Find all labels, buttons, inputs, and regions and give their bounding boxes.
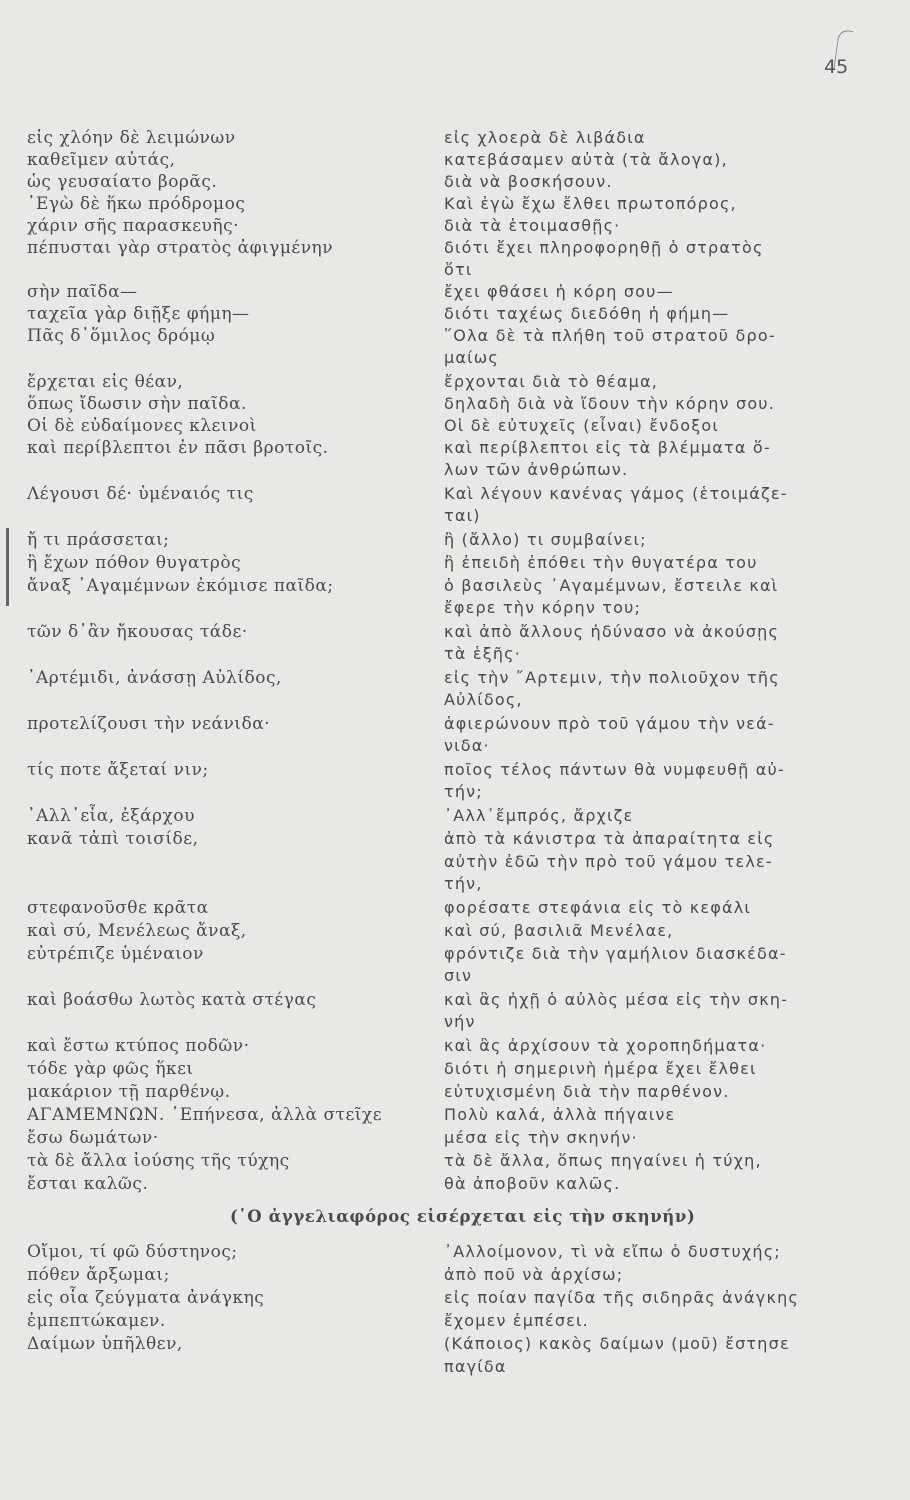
greek-original-line: τίς ποτε ἄξεταί νιν;	[27, 760, 209, 780]
modern-translation-line: καὶ περίβλεπτοι εἰς τὰ βλέμματα ὅ-	[444, 438, 771, 457]
greek-original-line: ἐμπεπτώκαμεν.	[27, 1311, 166, 1331]
greek-original-line: ἄναξ ᾿Αγαμέμνων ἐκόμισε παῖδα;	[27, 576, 334, 596]
modern-translation-line: διότι ταχέως διεδόθη ἡ φήμη—	[444, 304, 730, 323]
greek-original-line: χάριν σῆς παρασκευῆς·	[27, 216, 240, 236]
modern-translation-line: ται)	[444, 506, 481, 525]
modern-translation-line: ᾿Αλλ᾽ἔμπρός, ἄρχιζε	[444, 806, 634, 825]
modern-translation-line: νιδα·	[444, 736, 490, 755]
greek-original-line: πέπυσται γὰρ στρατὸς ἀφιγμένην	[27, 238, 334, 258]
greek-original-line: ἢ ἔχων πόθον θυγατρὸς	[27, 553, 242, 573]
modern-translation-line: τήν;	[444, 782, 483, 801]
greek-original-line: καὶ σύ, Μενέλεως ἄναξ,	[27, 921, 247, 941]
greek-original-line: εἰς χλόην δὲ λειμώνων	[27, 128, 236, 148]
greek-original-line: τῶν δ᾽ἂν ἤκουσας τάδε·	[27, 622, 248, 642]
greek-original-line: τόδε γὰρ φῶς ἥκει	[27, 1059, 194, 1079]
greek-original-line: προτελίζουσι τὴν νεάνιδα·	[27, 714, 271, 734]
modern-translation-line: (Κάποιος) κακὸς δαίμων (μοῦ) ἔστησε	[444, 1334, 790, 1353]
greek-original-line: σὴν παῖδα—	[27, 282, 138, 302]
modern-translation-line: Καὶ ἐγὼ ἔχω ἔλθει πρωτοπόρος,	[444, 194, 737, 213]
greek-original-line: εἰς οἷα ζεύγματα ἀνάγκης	[27, 1288, 265, 1308]
modern-translation-line: δηλαδὴ διὰ νὰ ἴδουν τὴν κόρην σου.	[444, 394, 776, 413]
stage-direction: (῾Ο ἀγγελιαφόρος εἰσέρχεται εἰς τὴν σκηνήν)	[230, 1207, 696, 1226]
modern-translation-line: εἰς ποίαν παγίδα τῆς σιδηρᾶς ἀνάγκης	[444, 1288, 800, 1307]
greek-original-line: εὐτρέπιζε ὑμέναιον	[27, 944, 204, 964]
greek-original-line: ᾿Εγὼ δὲ ἥκω πρόδρομος	[27, 194, 246, 214]
modern-translation-line: διότι ἔχει πληροφορηθῇ ὁ στρατὸς	[444, 238, 764, 257]
modern-translation-line: ἔχομεν ἐμπέσει.	[444, 1311, 589, 1330]
modern-translation-line: τὰ δὲ ἄλλα, ὅπως πηγαίνει ἡ τύχη,	[444, 1151, 762, 1170]
greek-original-line: ἔρχεται εἰς θέαν,	[27, 372, 184, 392]
modern-translation-line: ῞Ολα δὲ τὰ πλήθη τοῦ στρατοῦ δρο-	[444, 326, 776, 345]
modern-translation-line: διὰ τὰ ἑτοιμασθῇς·	[444, 216, 621, 235]
greek-original-line: τὰ δὲ ἄλλα ἰούσης τῆς τύχης	[27, 1151, 290, 1171]
page-number: 45	[824, 56, 849, 78]
greek-original-line: καθεῖμεν αὐτάς,	[27, 150, 176, 170]
modern-translation-line: Αὐλίδος,	[444, 690, 523, 709]
modern-translation-line: Οἱ δὲ εὐτυχεῖς (εἶναι) ἔνδοξοι	[444, 416, 720, 435]
modern-translation-line: διὰ νὰ βοσκήσουν.	[444, 172, 613, 191]
modern-translation-line: ὅτι	[444, 260, 473, 279]
greek-original-line: ᾿Αλλ᾽εἶα, ἐξάρχου	[27, 806, 195, 826]
greek-original-line: Δαίμων ὑπῆλθεν,	[27, 1334, 183, 1354]
modern-translation-line: φρόντιζε διὰ τὴν γαμήλιον διασκέδα-	[444, 944, 787, 963]
modern-translation-line: καὶ ἂς ἠχῇ ὁ αὐλὸς μέσα εἰς τὴν σκη-	[444, 990, 789, 1009]
modern-translation-line: ᾿Αλλοίμονον, τὶ νὰ εἴπω ὁ δυστυχής;	[444, 1242, 781, 1261]
greek-original-line: ταχεῖα γὰρ διῇξε φήμη—	[27, 304, 250, 324]
greek-original-line: καὶ βοάσθω λωτὸς κατὰ στέγας	[27, 990, 317, 1010]
greek-original-line: καὶ ἔστω κτύπος ποδῶν·	[27, 1036, 250, 1056]
greek-original-line: ἔσω δωμάτων·	[27, 1128, 159, 1148]
greek-original-line: καὶ περίβλεπτοι ἐν πᾶσι βροτοῖς.	[27, 438, 329, 458]
modern-translation-line: καὶ ἀπὸ ἄλλους ἠδύνασο νὰ ἀκούσῃς	[444, 622, 780, 641]
greek-original-line: Λέγουσι δέ· ὑμέναιός τις	[27, 484, 254, 504]
modern-translation-line: σιν	[444, 966, 473, 985]
greek-original-line: κανᾶ τἀπὶ τοισίδε,	[27, 829, 199, 849]
modern-translation-line: λων τῶν ἀνθρώπων.	[444, 460, 629, 479]
modern-translation-line: παγίδα	[444, 1357, 507, 1376]
modern-translation-line: μέσα εἰς τὴν σκηνήν·	[444, 1128, 638, 1147]
modern-translation-line: φορέσατε στεφάνια εἰς τὸ κεφάλι	[444, 898, 752, 917]
greek-original-line: ᾿Αρτέμιδι, ἀνάσσῃ Αὐλίδος,	[27, 668, 282, 688]
modern-translation-line: εὐτυχισμένη διὰ τὴν παρθένον.	[444, 1082, 730, 1101]
modern-translation-line: θὰ ἀποβοῦν καλῶς.	[444, 1174, 621, 1193]
modern-translation-line: διότι ἡ σημερινὴ ἡμέρα ἔχει ἔλθει	[444, 1059, 757, 1078]
modern-translation-line: ἔχει φθάσει ἡ κόρη σου—	[444, 282, 674, 301]
modern-translation-line: ἀφιερώνουν πρὸ τοῦ γάμου τὴν νεά-	[444, 714, 775, 733]
margin-bracket	[6, 528, 9, 606]
modern-translation-line: τήν,	[444, 874, 483, 893]
modern-translation-line: τὰ ἑξῆς·	[444, 644, 522, 663]
greek-original-line: στεφανοῦσθε κρᾶτα	[27, 898, 209, 918]
modern-translation-line: αὐτὴν ἐδῶ τὴν πρὸ τοῦ γάμου τελε-	[444, 852, 773, 871]
modern-translation-line: ἔρχονται διὰ τὸ θέαμα,	[444, 372, 658, 391]
greek-original-line: Οἴμοι, τί φῶ δύστηνος;	[27, 1242, 238, 1262]
greek-original-line: ὅπως ἴδωσιν σὴν παῖδα.	[27, 394, 247, 414]
modern-translation-line: κατεβάσαμεν αὐτὰ (τὰ ἄλογα),	[444, 150, 728, 169]
modern-translation-line: ὁ βασιλεὺς ᾿Αγαμέμνων, ἔστειλε καὶ	[444, 576, 779, 595]
greek-original-line: ἤ τι πράσσεται;	[27, 530, 170, 550]
modern-translation-line: Καὶ λέγουν κανένας γάμος (ἑτοιμάζε-	[444, 484, 788, 503]
modern-translation-line: εἰς χλοερὰ δὲ λιβάδια	[444, 128, 646, 147]
modern-translation-line: νήν	[444, 1012, 476, 1031]
modern-translation-line: Πολὺ καλά, ἀλλὰ πήγαινε	[444, 1105, 676, 1124]
greek-original-line: Πᾶς δ᾽ὅμιλος δρόμῳ	[27, 326, 216, 346]
greek-original-line: πόθεν ἄρξωμαι;	[27, 1265, 170, 1285]
modern-translation-line: μαίως	[444, 348, 499, 367]
modern-translation-line: καὶ ἂς ἀρχίσουν τὰ χοροπηδήματα·	[444, 1036, 767, 1055]
modern-translation-line: ἢ ἐπειδὴ ἐπόθει τὴν θυγατέρα του	[444, 553, 758, 572]
modern-translation-line: ἔφερε τὴν κόρην του;	[444, 598, 642, 617]
modern-translation-line: εἰς τὴν ῎Αρτεμιν, τὴν πολιοῦχον τῆς	[444, 668, 780, 687]
modern-translation-line: ἢ (ἄλλο) τι συμβαίνει;	[444, 530, 647, 549]
modern-translation-line: καὶ σύ, βασιλιᾶ Μενέλαε,	[444, 921, 674, 940]
greek-original-line: ΑΓΑΜΕΜΝΩΝ. ᾿Επήνεσα, ἀλλὰ στεῖχε	[27, 1105, 383, 1125]
greek-original-line: Οἱ δὲ εὐδαίμονες κλεινοὶ	[27, 416, 257, 436]
modern-translation-line: ποῖος τέλος πάντων θὰ νυμφευθῇ αὐ-	[444, 760, 785, 779]
modern-translation-line: ἀπὸ ποῦ νὰ ἀρχίσω;	[444, 1265, 624, 1284]
greek-original-line: ἔσται καλῶς.	[27, 1174, 149, 1194]
greek-original-line: μακάριον τῇ παρθένῳ.	[27, 1082, 231, 1102]
greek-original-line: ὡς γευσαίατο βορᾶς.	[27, 172, 218, 192]
modern-translation-line: ἀπὸ τὰ κάνιστρα τὰ ἀπαραίτητα εἰς	[444, 829, 775, 848]
